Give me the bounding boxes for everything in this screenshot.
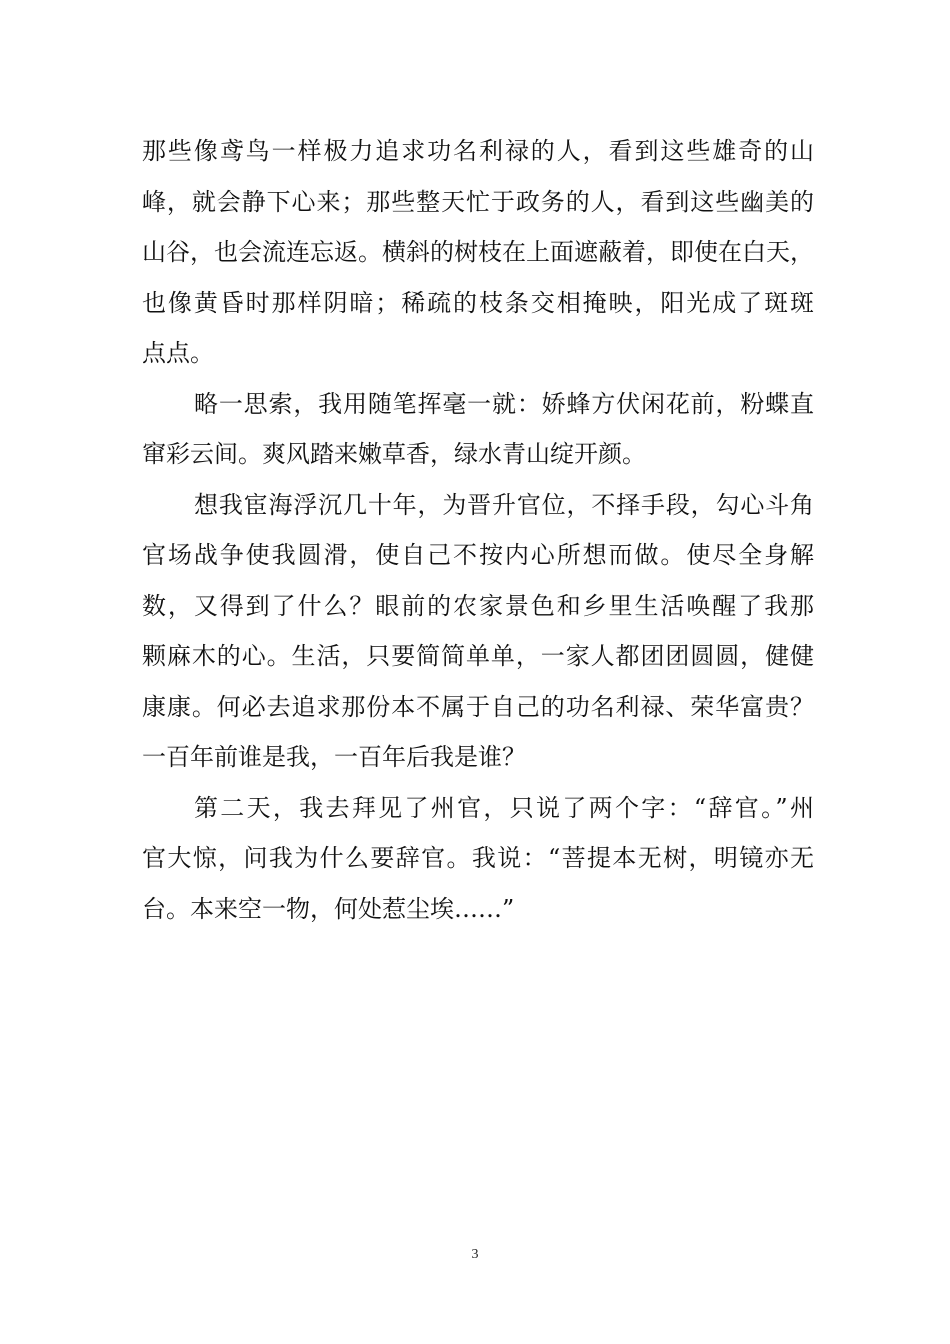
- text-line: 一百年前谁是我，一百年后我是谁？: [142, 743, 526, 771]
- text-line: 第二天，我去拜见了州官，只说了两个字：“辞官。”州: [194, 793, 814, 822]
- page-number: 3: [471, 1247, 479, 1262]
- text-line: 山谷，也会流连忘返。横斜的树枝在上面遮蔽着，即使在白天，: [142, 238, 814, 266]
- paragraph-3: [142, 480, 814, 783]
- text-line: 窜彩云间。爽风踏来嫩草香，绿水青山绽开颜。: [142, 440, 646, 468]
- text-line: 略一思索，我用随笔挥毫一就：娇蜂方伏闲花前，粉蝶直: [194, 389, 814, 418]
- paragraph-4: [142, 783, 814, 935]
- text-line: 也像黄昏时那样阴暗；稀疏的枝条交相掩映，阳光成了斑斑: [142, 288, 814, 317]
- text-line: 那些像鸢鸟一样极力追求功名利禄的人，看到这些雄奇的山: [142, 137, 814, 165]
- text-line: 颗麻木的心。生活，只要简简单单，一家人都团团圆圆，健健: [142, 642, 814, 670]
- text-line: 峰，就会静下心来；那些整天忙于政务的人，看到这些幽美的: [142, 187, 814, 216]
- paragraph-1: [142, 126, 814, 379]
- text-line: 官大惊，问我为什么要辞官。我说：“菩提本无树，明镜亦无: [142, 844, 814, 872]
- text-line: 数，又得到了什么？眼前的农家景色和乡里生活唤醒了我那: [142, 591, 814, 620]
- paragraph-2: [142, 379, 814, 480]
- text-line: 康康。何必去追求那份本不属于自己的功名利禄、荣华富贵？: [142, 692, 814, 721]
- text-line: 台。本来空一物，何处惹尘埃……”: [142, 894, 515, 923]
- body-text: [142, 126, 814, 934]
- text-line: 想我宦海浮沉几十年，为晋升官位，不择手段，勾心斗角: [194, 490, 814, 519]
- text-line: 点点。: [142, 339, 214, 367]
- text-line: 官场战争使我圆滑，使自己不按内心所想而做。使尽全身解: [142, 541, 814, 569]
